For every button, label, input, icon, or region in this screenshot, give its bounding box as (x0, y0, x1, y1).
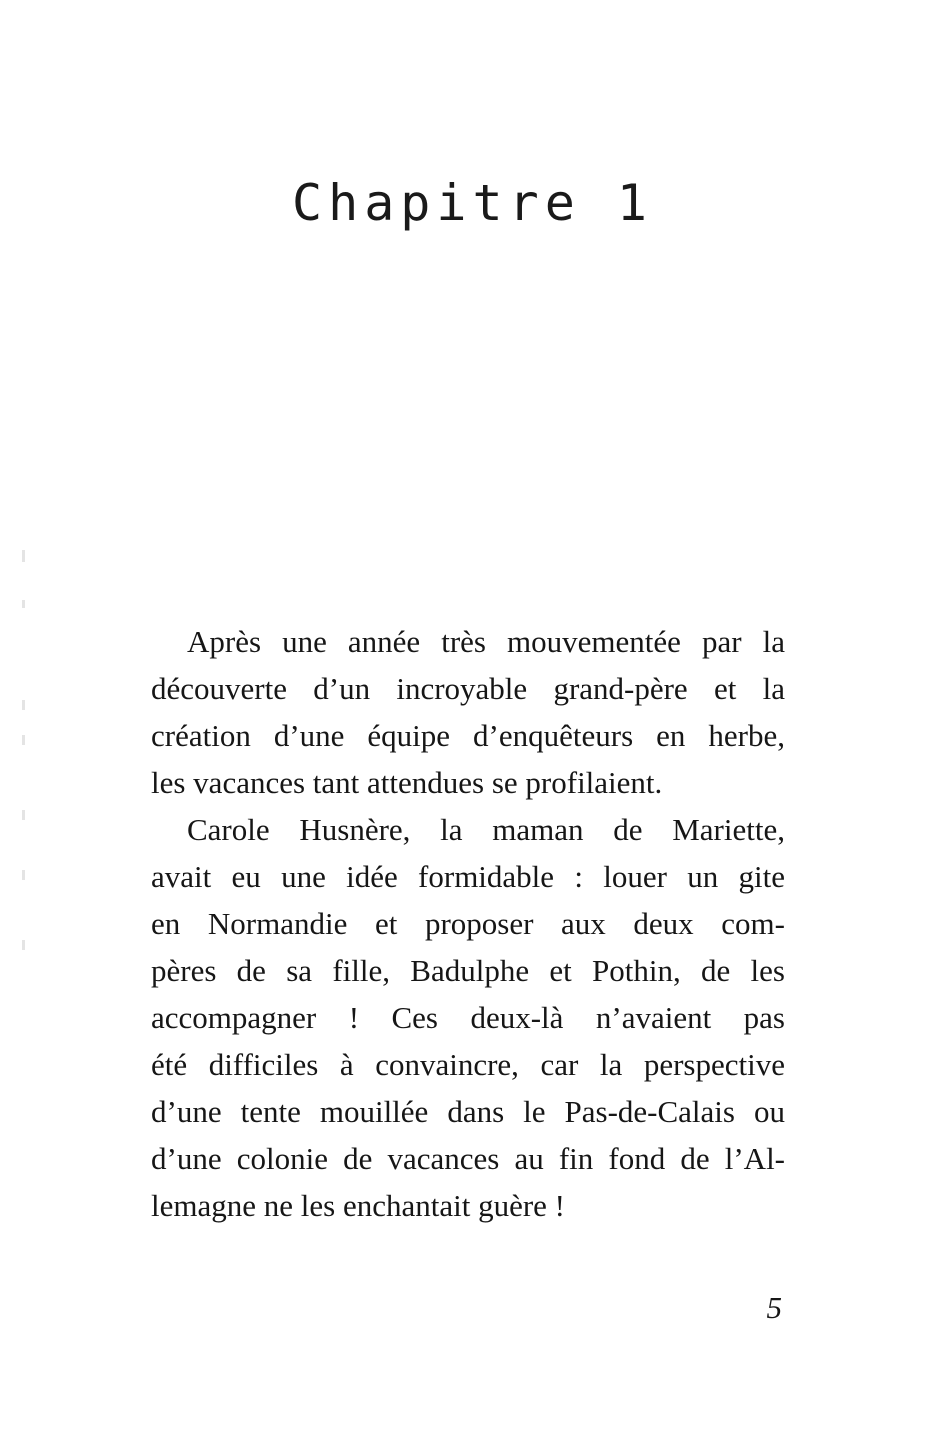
text-line: été difficiles à convaincre, car la perspective (151, 1047, 785, 1082)
paragraph-1 (151, 618, 785, 806)
text-line: avait eu une idée formidable : louer un gite (151, 859, 785, 894)
text-line: pères de sa fille, Badulphe et Pothin, de les (151, 953, 785, 988)
text-line: Après une année très mouvementée par la (187, 624, 785, 659)
paragraph-2 (151, 806, 785, 1229)
chapter-title: Chapitre 1 (291, 174, 654, 232)
text-line: en Normandie et proposer aux deux com- (151, 906, 785, 941)
margin-marks (22, 550, 28, 970)
text-line: d’une colonie de vacances au fin fond de l’Al- (151, 1141, 785, 1176)
text-line: les vacances tant attendues se profilaient. (151, 765, 663, 800)
text-line: découverte d’un incroyable grand-père et la (151, 671, 785, 706)
text-line: création d’une équipe d’enquêteurs en herbe, (151, 718, 785, 753)
text-line: d’une tente mouillée dans le Pas-de-Calais ou (151, 1094, 785, 1129)
text-line: lemagne ne les enchantait guère ! (151, 1188, 565, 1223)
page-number: 5 (766, 1290, 782, 1325)
text-line: accompagner ! Ces deux-là n’avaient pas (151, 1000, 785, 1035)
body-text (151, 618, 785, 1229)
text-line: Carole Husnère, la maman de Mariette, (187, 812, 785, 847)
